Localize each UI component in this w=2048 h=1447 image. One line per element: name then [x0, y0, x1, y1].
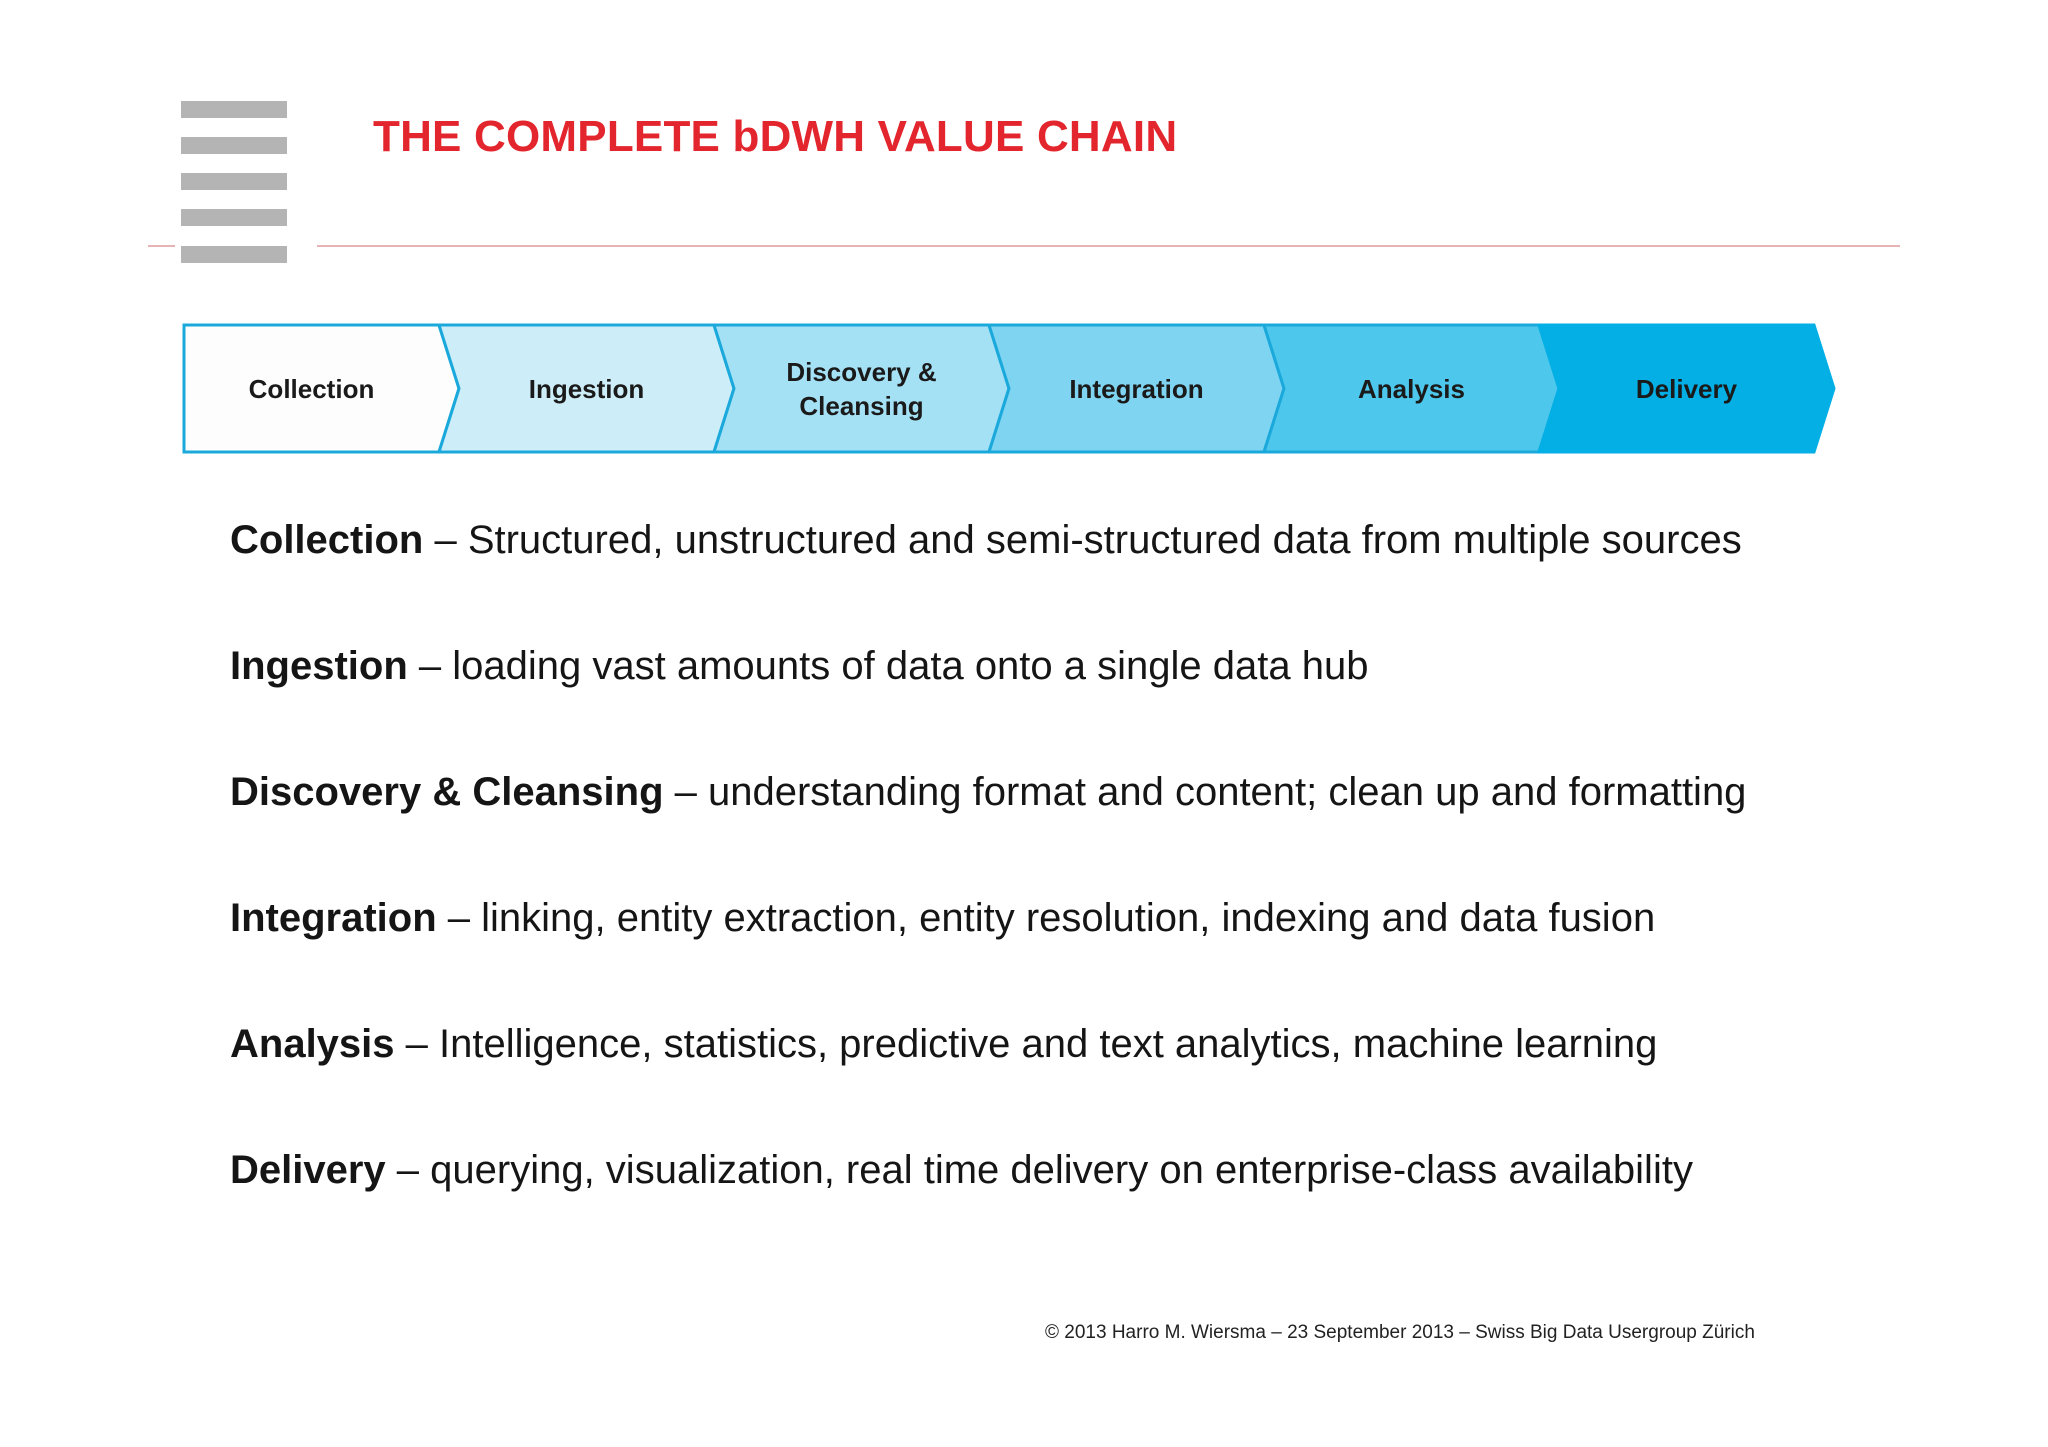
definition-text: – Structured, unstructured and semi-structured data from multiple sources [423, 518, 1742, 562]
definition-text: – loading vast amounts of data onto a single data hub [407, 644, 1369, 688]
definition-term: Collection [230, 518, 424, 562]
value-chain-diagram [184, 325, 1874, 452]
chevron-label: Ingestion [528, 373, 645, 404]
header-rule-right [317, 245, 1900, 247]
footer-copyright: © 2013 Harro M. Wiersma – 23 September 2013 – Swiss Big Data Usergroup Zürich [1045, 1322, 1755, 1343]
chevron-label: Delivery [1635, 373, 1738, 404]
definition-integration [230, 896, 1655, 941]
definition-term: Analysis [230, 1022, 395, 1066]
definition-text: – Intelligence, statistics, predictive and text analytics, machine learning [394, 1022, 1658, 1066]
logo-bar [181, 173, 287, 190]
logo-bar [181, 246, 287, 263]
definition-term: Integration [230, 896, 437, 940]
chevron-label: Collection [248, 373, 375, 404]
chevron-label: Discovery & Cleansing [786, 356, 937, 421]
definition-term: Ingestion [230, 644, 408, 688]
definition-text: – understanding format and content; clean up and formatting [663, 770, 1747, 814]
definition-ingestion [230, 644, 1368, 689]
slide-title: THE COMPLETE bDWH VALUE CHAIN [373, 112, 1178, 161]
definition-text: – querying, visualization, real time delivery on enterprise-class availability [385, 1148, 1693, 1192]
definition-term: Delivery [230, 1148, 386, 1192]
chevron-label: Integration [1069, 373, 1204, 404]
definition-collection [230, 518, 1742, 563]
definition-text: – linking, entity extraction, entity resolution, indexing and data fusion [436, 896, 1656, 940]
logo-bar [181, 209, 287, 226]
definition-discovery-cleansing [230, 770, 1746, 815]
logo-bar [181, 101, 287, 118]
header-rule-left [148, 245, 175, 247]
chevron-label: Analysis [1358, 373, 1465, 404]
logo-bars [181, 101, 287, 263]
logo-bar [181, 137, 287, 154]
definition-analysis [230, 1022, 1657, 1067]
definition-term: Discovery & Cleansing [230, 770, 664, 814]
definition-delivery [230, 1148, 1693, 1193]
